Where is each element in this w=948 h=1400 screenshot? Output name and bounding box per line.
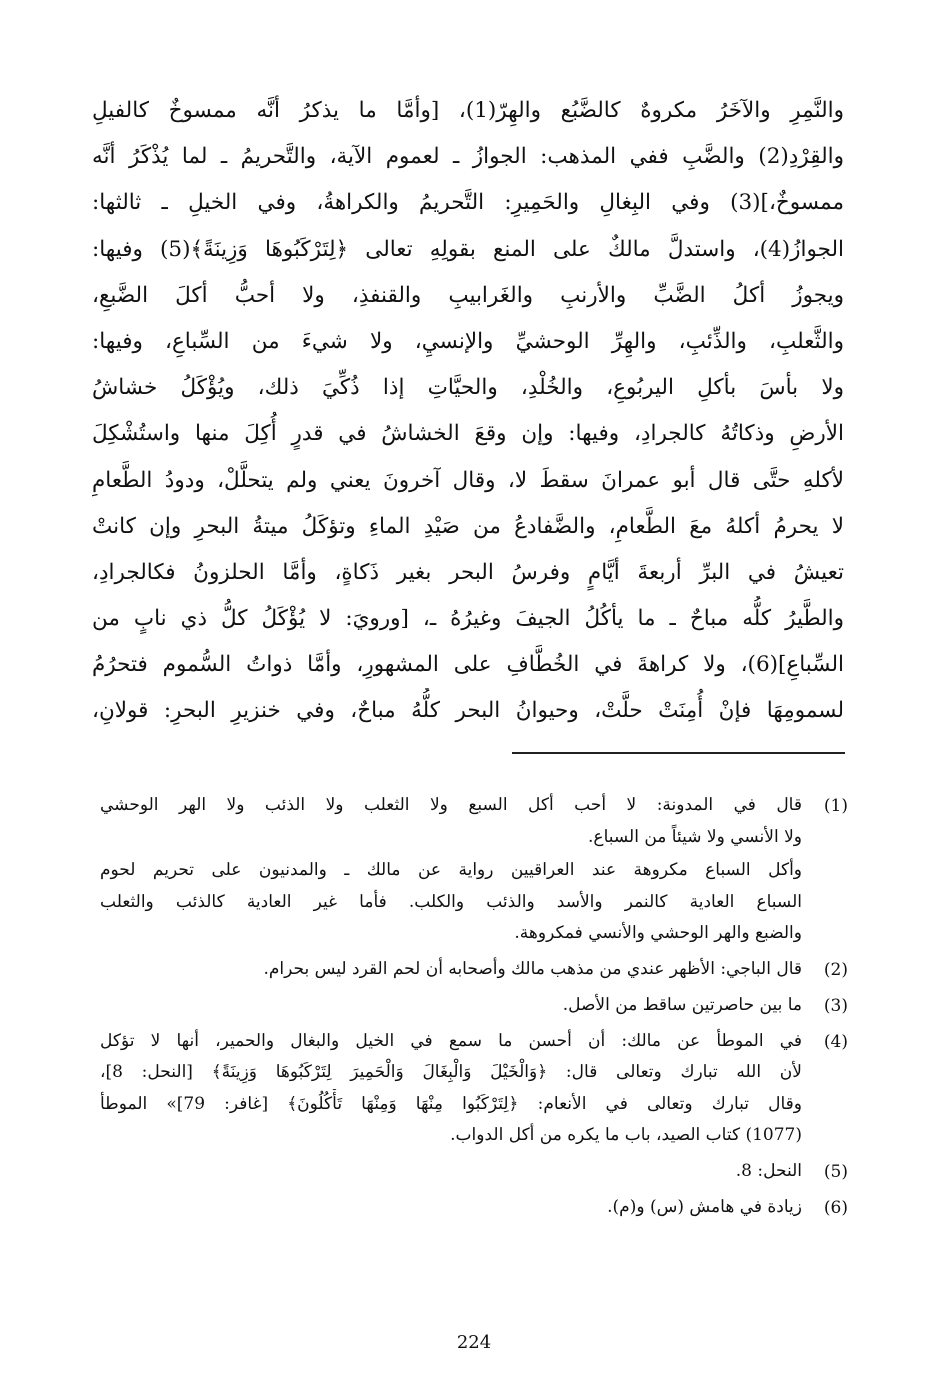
text-line: الأرضِ وذكاتُهُ كالجرادِ، وفيها: وإن وقعَ الخشاشُ في قدرٍ أُكِلَ منها واستُشْكِلَ <box>92 421 844 447</box>
footnote <box>100 1156 848 1188</box>
text-line: لأكلهِ حتَّى قال أبو عمرانَ سقطَ لا، وقال آخرونَ يعني ولم يتحلَّلْ، ودودُ الطَّعامِ <box>92 467 844 493</box>
text-line: والطَّيرُ كلُّه مباحٌ ـ ما يأكُلُ الجيفَ وغيرُهُ ـ، [ورويَ: لا يُؤْكَلُ كلُّ ذي نابٍ من <box>92 606 844 632</box>
text-line: تعيشُ في البرِّ أربعةَ أيَّامٍ وفرسُ البحر بغير ذَكاةٍ، وأمَّا الحلزونُ فكالجرادِ، <box>92 559 844 585</box>
footnote-line: النحل: 8. <box>735 1160 802 1181</box>
footnote-number: (5) <box>823 1161 848 1182</box>
footnote <box>100 1192 848 1224</box>
footnote-line: وقال تبارك وتعالى في الأنعام: ﴿لِتَرْكَبُوا مِنْهَا وَمِنْهَا تَأْكُلُونَ﴾ [غافر: 79]» الموطأ <box>100 1093 802 1114</box>
footnote-separator <box>512 752 845 754</box>
footnote <box>100 990 848 1022</box>
footnote-line: لأن الله تبارك وتعالى قال: ﴿وَالْخَيْلَ وَالْبِغَالَ وَالْحَمِيرَ لِتَرْكَبُوهَا وَزِينَةً﴾ [النحل: 8]، <box>100 1062 802 1082</box>
footnote-number: (6) <box>823 1197 848 1218</box>
main-text <box>92 88 844 735</box>
footnote-number: (4) <box>823 1031 848 1052</box>
footnote <box>100 790 848 950</box>
text-line: والنَّمِرِ والآخَرُ مكروهٌ كالضَّبُع والهِرّ(1)، [وأمَّا ما يذكرُ أنَّه ممسوخٌ كالفيلِ <box>92 98 844 123</box>
footnote-line: قال الباجي: الأظهر عندي من مذهب مالك وأصحابه أن لحم القرد ليس بحرام. <box>263 958 802 979</box>
footnote <box>100 1026 848 1152</box>
footnote-line: في الموطأ عن مالك: أن أحسن ما سمع في الخيل والبغال والحمير، أنها لا تؤكل <box>100 1030 802 1051</box>
text-line: ولا بأسَ بأكلِ اليربُوعِ، والخُلْدِ، والحيَّاتِ إذا ذُكِّيَ ذلك، ويُؤْكَلُ خشاشُ <box>92 375 844 401</box>
footnote-number: (1) <box>823 796 848 816</box>
text-line: السِّباعِ](6)، ولا كراهةَ في الخُطَّافِ على المشهورِ، وأمَّا ذواتُ السُّموم فتحرُمُ <box>92 652 844 678</box>
footnote <box>100 954 848 986</box>
page-number: 224 <box>456 1332 492 1353</box>
text-line: لا يحرمُ أكلهُ معَ الطَّعامِ، والضَّفادعُ من صَيْدِ الماءِ وتؤكَلُ ميتةُ البحرِ وإن كانتْ <box>92 513 844 539</box>
footnote-line: والضبع والهر الوحشي والأنسي فمكروهة. <box>514 923 802 943</box>
text-line: ويجوزُ أكلُ الضَّبِّ والأرنبِ والغَرابيبِ والقنفذِ، ولا أحبُّ أكلَ الضَّبعِ، <box>92 282 844 308</box>
footnote-line: قال في المدونة: لا أحب أكل السبع ولا الثعلب ولا الذئب ولا الهر الوحشي <box>100 795 802 815</box>
footnote-number: (2) <box>823 959 848 980</box>
footnote-line: (1077) كتاب الصيد، باب ما يكره من أكل الدواب. <box>450 1125 802 1145</box>
text-line: الجوازُ(4)، واستدلَّ مالكٌ على المنع بقولِهِ تعالى ﴿لِتَرْكَبُوهَا وَزِينَةً﴾(5) وفيها: <box>92 236 844 262</box>
footnote-line: وأكل السباع مكروهة عند العراقيين رواية عن مالك ـ والمدنيون على تحريم لحوم <box>100 860 802 880</box>
text-line: والقِرْدِ(2) والضَّبِ ففي المذهب: الجوازُ ـ لعموم الآية، والتَّحريمُ ـ لما يُذْكَرُ أنَّه <box>92 144 844 170</box>
footnotes <box>100 790 848 1228</box>
text-line: لسمومِهَا فإنْ أُمِنَتْ حلَّتْ، وحيوانُ البحر كلُّهُ مباحٌ، وفي خنزيرِ البحرِ: قولانِ، <box>92 698 844 724</box>
text-line: والثَّعلبِ، والذِّئبِ، والهِرِّ الوحشيِّ والإنسيِ، ولا شيءَ من السِّباعِ، وفيها: <box>92 328 844 354</box>
footnote-line: زيادة في هامش (س) و(م). <box>607 1196 802 1217</box>
footnote-line: ولا الأنسي ولا شيئاً من السباع. <box>588 826 802 847</box>
text-line: ممسوخٌ،](3) وفي البِغالِ والحَمِيرِ: التَّحريمُ والكراهةُ، وفي الخيلِ ـ ثالثها: <box>92 190 844 216</box>
footnote-number: (3) <box>823 995 848 1016</box>
footnote-line: السباع العادية كالنمر والأسد والذئب والكلب. فأما غير العادية كالذئب والثعلب <box>100 891 802 912</box>
footnote-line: ما بين حاصرتين ساقط من الأصل. <box>562 994 802 1015</box>
